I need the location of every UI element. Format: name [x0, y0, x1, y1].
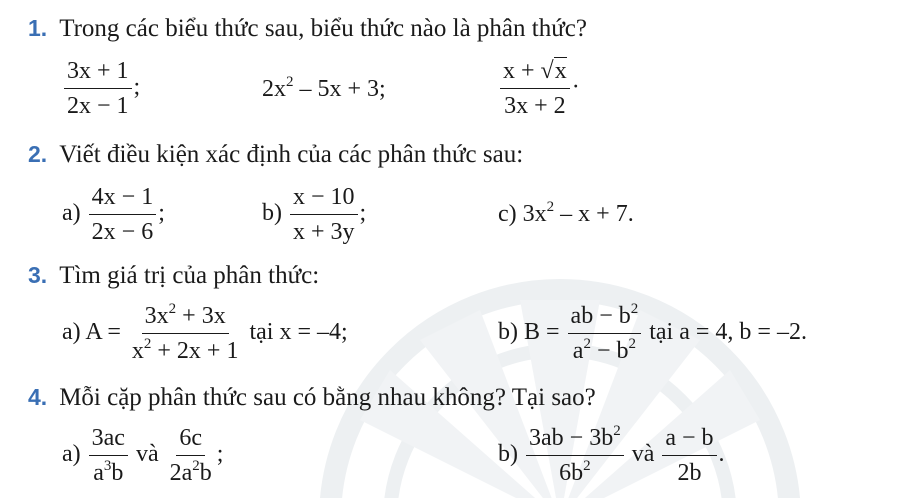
q1-number: 1.	[28, 15, 48, 41]
q1-expr-1: $\frac{3x + 1}{2x - 1}$ ;	[62, 57, 140, 120]
fraction: $\frac{3ab - 3b^2}{6b^2}$	[526, 424, 624, 487]
fraction: $\frac{a - b}{2b}$	[662, 424, 716, 487]
q4-text: Mỗi cặp phân thức sau có bằng nhau không? Tại sao?	[59, 384, 596, 411]
q1-expr-2: $2x^2 - 5x + 3$;	[262, 74, 386, 102]
q3-text: Tìm giá trị của phân thức:	[59, 262, 320, 289]
sqrt-sign: √	[540, 58, 554, 84]
q4-part-a: a) $\frac{3ac}{a^3b}$ và $\frac{6c}{2a^2b}$ ;	[62, 425, 224, 486]
fraction: $\frac{ab - b^2}{a^2 - b^2}$	[568, 302, 642, 365]
q1-heading	[28, 13, 587, 44]
fraction: $\frac{6c}{2a^2b}$	[169, 425, 212, 486]
fraction: $\frac{3x + 1}{2x - 1}$	[64, 57, 132, 120]
q1-expr-3: $\frac{x + √x}{3x + 2}$ ·	[498, 57, 580, 120]
q1-text: Trong các biểu thức sau, biểu thức nào là phân thức?	[59, 15, 587, 42]
q2-part-c: c) $3x^2 - x + 7$.	[498, 199, 634, 227]
q3-heading	[28, 260, 319, 291]
q2-part-b: b) $\frac{x - 10}{x + 3y}$ ;	[262, 184, 367, 245]
q4-part-b: b) $\frac{3ab - 3b^2}{6b^2}$ và $\frac{a - b}{2b}$ .	[498, 423, 725, 486]
q3-number: 3.	[28, 262, 48, 288]
fraction: $\frac{4x - 1}{2x - 6}$	[89, 183, 157, 246]
fraction: $\frac{x - 10}{x + 3y}$	[290, 183, 358, 246]
fraction: $\frac{3x^2 + 3x}{x^2 + 2x + 1}$	[131, 301, 239, 364]
q3-part-a: a) A = $\frac{3x^2 + 3x}{x^2 + 2x + 1}$ tại x = –4;	[62, 301, 348, 364]
fraction: $\frac{x + √x}{3x + 2}$	[500, 57, 570, 120]
q4-number: 4.	[28, 384, 48, 410]
fraction: $\frac{3ac}{a^3b}$	[89, 424, 128, 487]
q3-part-b: b) B = $\frac{ab - b^2}{a^2 - b^2}$ tại a = 4, b = –2.	[498, 301, 807, 364]
q2-heading	[28, 139, 523, 170]
q2-number: 2.	[28, 141, 48, 167]
q2-text: Viết điều kiện xác định của các phân thức sau:	[59, 141, 524, 168]
q4-heading	[28, 382, 596, 413]
q2-part-a: a) $\frac{4x - 1}{2x - 6}$ ;	[62, 184, 165, 245]
